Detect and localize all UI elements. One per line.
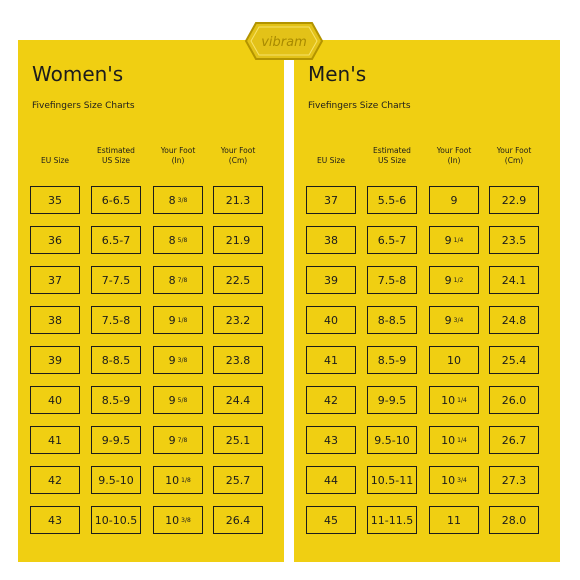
size-cell-us: 7-7.5: [91, 266, 141, 294]
size-cell-us: 9.5-10: [367, 426, 417, 454]
inch-whole: 8: [168, 273, 176, 287]
size-cell-cm: 25.1: [213, 426, 263, 454]
inch-whole: 9: [444, 233, 452, 247]
inch-fraction: 5/8: [177, 236, 188, 244]
size-cell-us: 11-11.5: [367, 506, 417, 534]
size-cell-cm: 22.5: [213, 266, 263, 294]
size-cell-eu: 41: [306, 346, 356, 374]
size-cell-inches: [153, 226, 203, 254]
size-cell-us: 6.5-7: [91, 226, 141, 254]
inch-whole: 9: [168, 313, 176, 327]
column-header-line: Estimated: [97, 146, 135, 155]
inch-fraction: 1/8: [177, 316, 188, 324]
inch-fraction: 1/4: [453, 236, 464, 244]
inch-whole: 10: [447, 353, 461, 367]
size-cell-cm: 23.2: [213, 306, 263, 334]
size-cell-inches: [153, 266, 203, 294]
size-cell-inches: [429, 426, 479, 454]
size-cell-inches: [153, 466, 203, 494]
size-cell-us: 8.5-9: [91, 386, 141, 414]
inch-fraction: 3/4: [453, 316, 464, 324]
column-header: [212, 146, 264, 166]
inch-fraction: 7/8: [177, 276, 188, 284]
size-cell-inches: [429, 386, 479, 414]
vibram-logo: [244, 21, 324, 61]
inch-whole: 9: [168, 393, 176, 407]
inch-whole: 8: [168, 233, 176, 247]
column-header: [305, 156, 357, 166]
size-cell-cm: 26.0: [489, 386, 539, 414]
size-cell-cm: 24.1: [489, 266, 539, 294]
inch-whole: 10: [165, 513, 180, 527]
size-cell-us: 7.5-8: [91, 306, 141, 334]
size-cell-cm: 21.3: [213, 186, 263, 214]
size-cell-eu: 43: [306, 426, 356, 454]
inch-fraction: 3/8: [177, 356, 188, 364]
inch-whole: 10: [165, 473, 180, 487]
size-cell-eu: 45: [306, 506, 356, 534]
size-cell-eu: 42: [30, 466, 80, 494]
womens-size-chart: [18, 40, 284, 562]
column-header: [152, 146, 204, 166]
chart-title: Men's: [308, 62, 367, 86]
size-cell-eu: 38: [30, 306, 80, 334]
inch-whole: 9: [444, 313, 452, 327]
chart-subtitle: Fivefingers Size Charts: [32, 101, 135, 111]
size-cell-cm: 25.4: [489, 346, 539, 374]
inch-fraction: 1/4: [457, 436, 467, 444]
size-cell-cm: 28.0: [489, 506, 539, 534]
column-header: [90, 146, 142, 166]
chart-subtitle: Fivefingers Size Charts: [308, 101, 411, 111]
column-header-line: (In): [447, 156, 461, 165]
size-cell-cm: 25.7: [213, 466, 263, 494]
panel-divider: [284, 40, 294, 562]
mens-size-chart: [294, 40, 560, 562]
column-header-line: US Size: [377, 156, 407, 165]
size-cell-cm: 27.3: [489, 466, 539, 494]
size-cell-eu: 42: [306, 386, 356, 414]
size-cell-inches: [153, 306, 203, 334]
size-cell-inches: [429, 346, 479, 374]
column-header-line: (Cm): [504, 156, 524, 165]
column-header: [488, 146, 540, 166]
size-cell-cm: 26.4: [213, 506, 263, 534]
inch-whole: 9: [168, 433, 176, 447]
size-cell-eu: 37: [306, 186, 356, 214]
column-header-line: EU Size: [40, 156, 69, 165]
size-cell-eu: 43: [30, 506, 80, 534]
size-cell-cm: 22.9: [489, 186, 539, 214]
inch-whole: 10: [441, 393, 456, 407]
size-cell-us: 6-6.5: [91, 186, 141, 214]
inch-fraction: 3/8: [177, 196, 188, 204]
size-cell-us: 7.5-8: [367, 266, 417, 294]
inch-fraction: 5/8: [177, 396, 188, 404]
column-header: [366, 146, 418, 166]
size-cell-inches: [153, 386, 203, 414]
column-header-line: EU Size: [316, 156, 345, 165]
size-cell-inches: [429, 306, 479, 334]
inch-fraction: 1/2: [453, 276, 464, 284]
column-header-line: Your Foot: [436, 146, 472, 155]
size-cell-eu: 36: [30, 226, 80, 254]
size-cell-us: 5.5-6: [367, 186, 417, 214]
size-cell-inches: [429, 186, 479, 214]
size-cell-inches: [153, 426, 203, 454]
size-cell-eu: 39: [30, 346, 80, 374]
inch-whole: 10: [441, 433, 456, 447]
column-header-line: (In): [171, 156, 185, 165]
size-cell-eu: 44: [306, 466, 356, 494]
inch-whole: 9: [168, 353, 176, 367]
size-cell-us: 9-9.5: [367, 386, 417, 414]
size-cell-cm: 24.4: [213, 386, 263, 414]
size-cell-eu: 37: [30, 266, 80, 294]
chart-title: Women's: [32, 62, 124, 86]
column-header: [428, 146, 480, 166]
size-cell-eu: 40: [30, 386, 80, 414]
size-cell-us: 8-8.5: [91, 346, 141, 374]
size-cell-eu: 35: [30, 186, 80, 214]
column-header-line: Estimated: [373, 146, 411, 155]
inch-whole: 10: [441, 473, 456, 487]
size-cell-us: 6.5-7: [367, 226, 417, 254]
size-cell-cm: 26.7: [489, 426, 539, 454]
size-cell-inches: [153, 186, 203, 214]
size-cell-cm: 21.9: [213, 226, 263, 254]
size-cell-inches: [429, 506, 479, 534]
size-cell-us: 9-9.5: [91, 426, 141, 454]
size-cell-us: 8-8.5: [367, 306, 417, 334]
inch-fraction: 3/4: [457, 476, 467, 484]
inch-whole: 9: [450, 193, 458, 207]
size-cell-inches: [429, 466, 479, 494]
inch-fraction: 3/8: [181, 516, 191, 524]
size-cell-cm: 24.8: [489, 306, 539, 334]
size-cell-cm: 23.5: [489, 226, 539, 254]
size-cell-eu: 38: [306, 226, 356, 254]
size-cell-inches: [429, 266, 479, 294]
column-header-line: Your Foot: [496, 146, 532, 155]
column-header: [29, 156, 81, 166]
size-cell-eu: 40: [306, 306, 356, 334]
size-cell-cm: 23.8: [213, 346, 263, 374]
inch-whole: 11: [447, 513, 461, 527]
size-cell-us: 10-10.5: [91, 506, 141, 534]
inch-whole: 8: [168, 193, 176, 207]
inch-fraction: 1/4: [457, 396, 467, 404]
inch-whole: 9: [444, 273, 452, 287]
size-cell-us: 10.5-11: [367, 466, 417, 494]
column-header-line: US Size: [101, 156, 131, 165]
size-cell-us: 9.5-10: [91, 466, 141, 494]
size-cell-inches: [153, 506, 203, 534]
inch-fraction: 7/8: [177, 436, 188, 444]
column-header-line: Your Foot: [160, 146, 196, 155]
svg-text:vibram: vibram: [261, 35, 307, 50]
size-cell-eu: 41: [30, 426, 80, 454]
size-cell-us: 8.5-9: [367, 346, 417, 374]
column-header-line: (Cm): [228, 156, 248, 165]
size-cell-eu: 39: [306, 266, 356, 294]
inch-fraction: 1/8: [181, 476, 191, 484]
size-cell-inches: [153, 346, 203, 374]
column-header-line: Your Foot: [220, 146, 256, 155]
size-cell-inches: [429, 226, 479, 254]
